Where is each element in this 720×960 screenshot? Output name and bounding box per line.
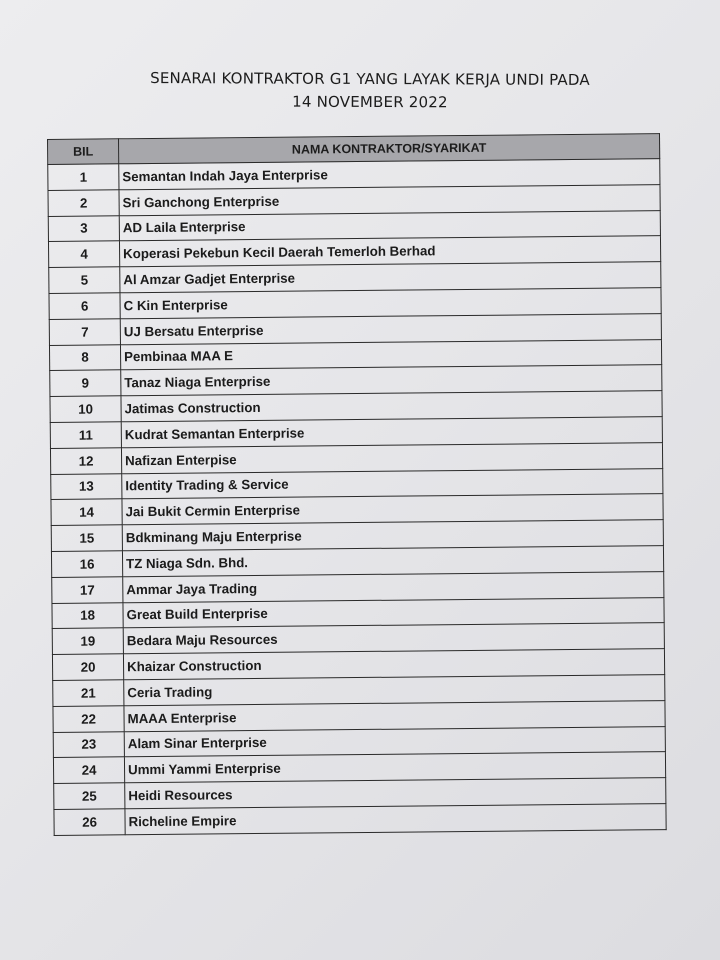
contractor-name-cell: Bedara Maju Resources xyxy=(123,623,664,654)
row-number-cell: 21 xyxy=(53,680,124,706)
document-title-line-2: 14 NOVEMBER 2022 xyxy=(292,92,448,112)
contractor-name-cell: Sri Ganchong Enterprise xyxy=(119,184,660,215)
row-number-cell: 23 xyxy=(53,731,124,757)
contractor-name-cell: Richeline Empire xyxy=(125,804,666,835)
contractor-name-cell: Alam Sinar Enterprise xyxy=(124,726,665,757)
row-number-cell: 5 xyxy=(49,267,120,293)
row-number-cell: 16 xyxy=(51,551,122,577)
row-number-cell: 18 xyxy=(52,602,123,628)
contractor-name-cell: AD Laila Enterprise xyxy=(119,210,660,241)
row-number-cell: 14 xyxy=(51,499,122,525)
row-number-cell: 8 xyxy=(49,344,120,370)
contractor-table-container xyxy=(47,133,667,836)
contractor-name-cell: Ceria Trading xyxy=(124,675,665,706)
row-number-cell: 24 xyxy=(53,757,124,783)
row-number-cell: 19 xyxy=(52,628,123,654)
row-number-cell: 13 xyxy=(51,473,122,499)
row-number-cell: 3 xyxy=(48,215,119,241)
contractor-name-cell: Pembinaa MAA E xyxy=(120,339,661,370)
document-title-line-1: SENARAI KONTRAKTOR G1 YANG LAYAK KERJA UNDI PADA xyxy=(150,69,590,89)
contractor-name-cell: Al Amzar Gadjet Enterprise xyxy=(120,262,661,293)
row-number-cell: 11 xyxy=(50,422,121,448)
row-number-cell: 20 xyxy=(52,654,123,680)
contractor-name-cell: Khaizar Construction xyxy=(123,649,664,680)
contractor-name-cell: Jatimas Construction xyxy=(121,391,662,422)
row-number-cell: 17 xyxy=(52,577,123,603)
contractor-name-cell: MAAA Enterprise xyxy=(124,700,665,731)
table-row xyxy=(54,804,666,836)
row-number-cell: 25 xyxy=(54,783,125,809)
contractor-name-cell: C Kin Enterprise xyxy=(120,288,661,319)
contractor-name-cell: Bdkminang Maju Enterprise xyxy=(122,520,663,551)
row-number-cell: 7 xyxy=(49,319,120,345)
row-number-cell: 4 xyxy=(48,241,119,267)
contractor-name-cell: Semantan Indah Jaya Enterprise xyxy=(119,159,660,190)
contractor-name-cell: Koperasi Pekebun Kecil Daerah Temerloh Berhad xyxy=(119,236,660,267)
row-number-cell: 26 xyxy=(54,809,125,835)
contractor-name-cell: Identity Trading & Service xyxy=(122,468,663,499)
contractor-name-cell: Ammar Jaya Trading xyxy=(123,571,664,602)
row-number-cell: 10 xyxy=(50,396,121,422)
row-number-cell: 1 xyxy=(48,164,119,190)
column-header-name: NAMA KONTRAKTOR/SYARIKAT xyxy=(119,134,660,164)
contractor-name-cell: Great Build Enterprise xyxy=(123,597,664,628)
contractor-name-cell: Ummi Yammi Enterprise xyxy=(124,752,665,783)
contractor-name-cell: UJ Bersatu Enterprise xyxy=(120,313,661,344)
contractor-name-cell: Tanaz Niaga Enterprise xyxy=(121,365,662,396)
contractor-name-cell: TZ Niaga Sdn. Bhd. xyxy=(122,546,663,577)
contractor-name-cell: Nafizan Enterpise xyxy=(121,442,662,473)
row-number-cell: 9 xyxy=(50,370,121,396)
contractor-table xyxy=(47,133,667,836)
contractor-name-cell: Kudrat Semantan Enterprise xyxy=(121,417,662,448)
row-number-cell: 15 xyxy=(51,525,122,551)
table-body xyxy=(48,159,666,836)
row-number-cell: 12 xyxy=(50,448,121,474)
row-number-cell: 22 xyxy=(53,706,124,732)
contractor-name-cell: Jai Bukit Cermin Enterprise xyxy=(122,494,663,525)
row-number-cell: 6 xyxy=(49,293,120,319)
column-header-bil: BIL xyxy=(48,139,119,165)
row-number-cell: 2 xyxy=(48,190,119,216)
contractor-name-cell: Heidi Resources xyxy=(125,778,666,809)
